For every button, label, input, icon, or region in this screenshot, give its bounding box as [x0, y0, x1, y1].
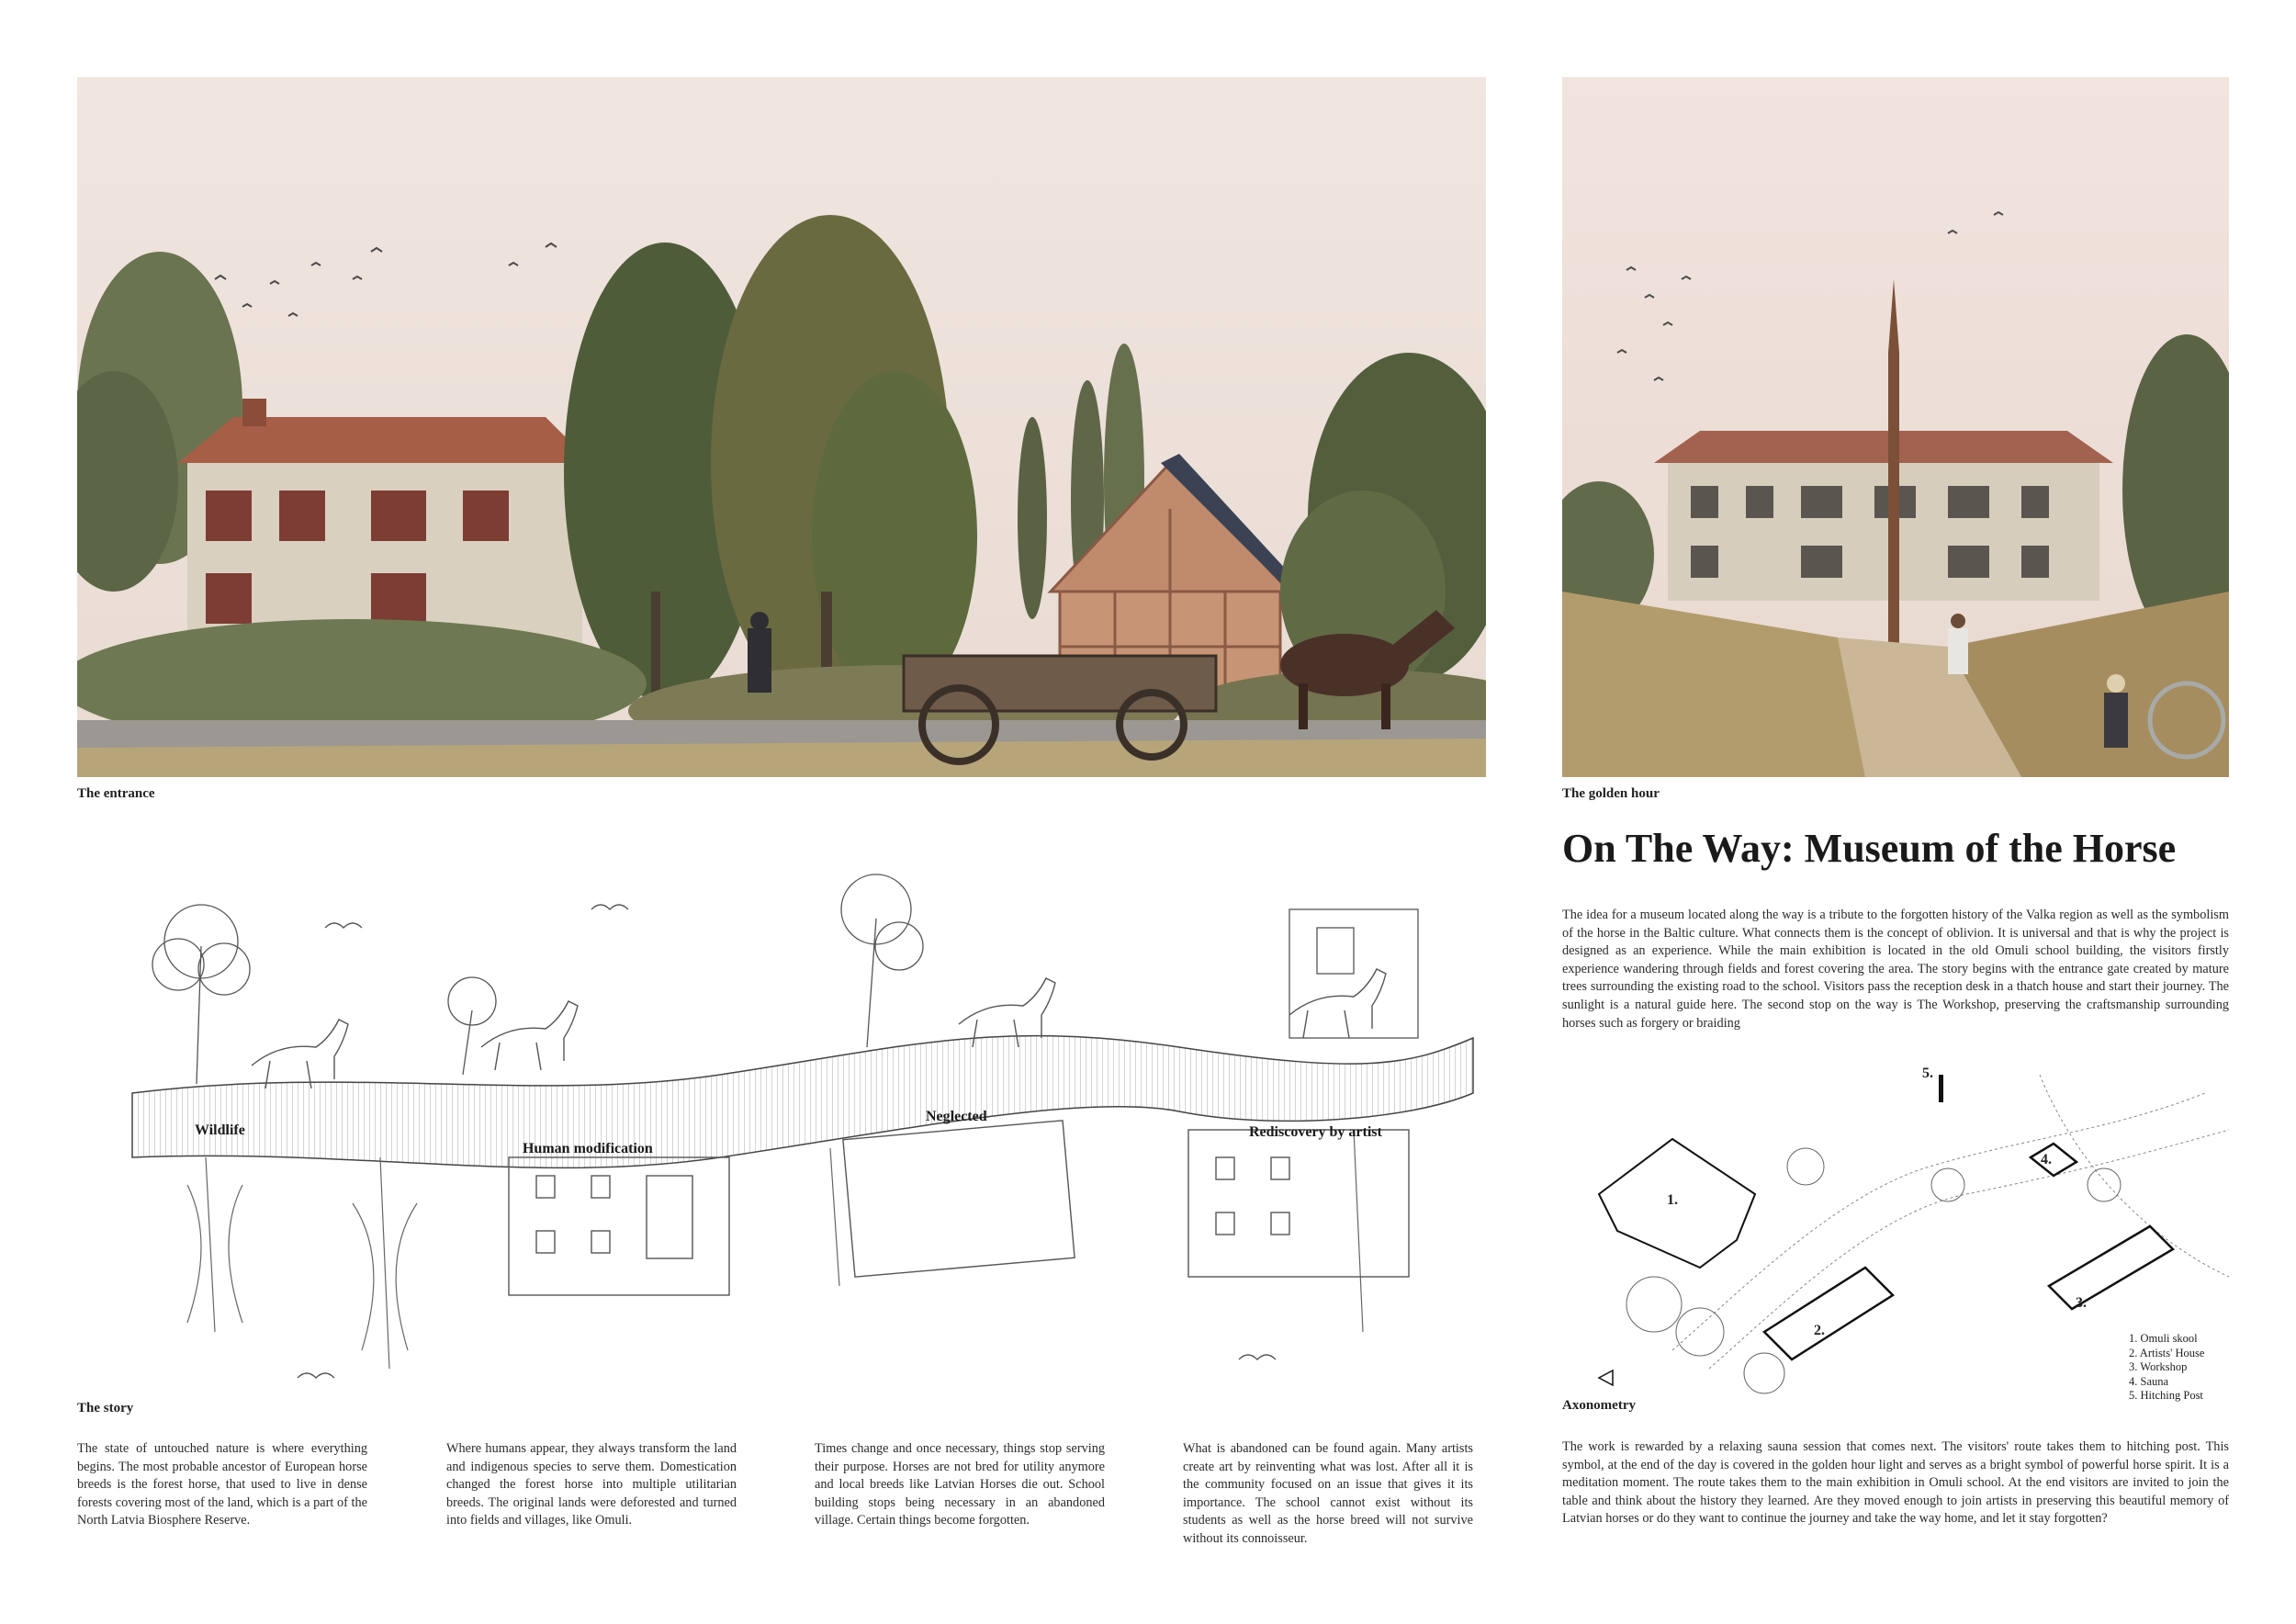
axonometry-legend: [2129, 1332, 2204, 1404]
building-number-3: 3.: [2076, 1295, 2087, 1311]
building-number-1: 1.: [1667, 1192, 1678, 1208]
legend-item-4: 4. Sauna: [2129, 1374, 2169, 1388]
intro-paragraph: The idea for a museum located along the way is a tribute to the forgotten history of the Valka region as well as the symbolism of the horse in the Baltic culture. What connects them is the concept of oblivion. It is universal and that is why the project is designed as an experience. While the main exhibition is located in the old Omuli school building, the visitors firstly experience wandering through fields and forest covering the area. The story begins with the entrance gate created by mature trees surrounding the existing road to the school. Visitors pass the reception desk in a thatch house and start their journey. The sunlight is a natural guide here. The second stop on the way is The Workshop, preserving the craftsmanship surrounding horses such as forgery or braiding: [1562, 908, 2229, 1031]
story-column-2: Where humans appear, they always transform the land and indigenous species to serve them. Domestication changed the forest horse into multiple utilitarian breeds. The original lands were deforested and turned into fields and villages, like Omuli.: [446, 1441, 737, 1528]
entrance-render: [77, 77, 1486, 777]
entrance-caption: The entrance: [77, 786, 155, 801]
outro-paragraph: The work is rewarded by a relaxing sauna session that comes next. The visitors' route takes them to hitching post. This symbol, at the end of the day is covered in the golden hour light and serves as a bright symbol of powerful horse spirit. It is a meditation moment. The route takes them to the main exhibition in Omuli school. At the end visitors are invited to join the table and think about the history they learned. Are they moved enough to join artists in preserving this beautiful memory of Latvian horses or do they want to continue the journey and take the way home, and let it stay forgotten?: [1562, 1439, 2229, 1527]
stage-wildlife: Wildlife: [195, 1122, 245, 1138]
story-column-3: Times change and once necessary, things stop serving their purpose. Horses are not bred for utility anymore and local breeds like Latvian Horses die out. School building stops being necessary in an abandoned village. Certain things become forgotten.: [815, 1441, 1105, 1528]
building-number-5: 5.: [1922, 1066, 1933, 1081]
legend-item-5: 5. Hitching Post: [2129, 1389, 2203, 1402]
legend-item-1: 1. Omuli skool: [2129, 1332, 2198, 1345]
legend-item-2: 2. Artists' House: [2129, 1346, 2205, 1359]
legend-item-3: 3. Workshop: [2129, 1360, 2188, 1373]
stage-neglected: Neglected: [926, 1109, 987, 1124]
golden-hour-render: [1562, 77, 2229, 777]
story-column-1: The state of untouched nature is where everything begins. The most probable ancestor of European horse breeds is the forest horse, that used to live in dense forests covering most of the land, which is a part of the North Latvia Biosphere Reserve.: [77, 1441, 367, 1528]
building-number-4: 4.: [2041, 1152, 2052, 1167]
stage-human-modification: Human modification: [523, 1141, 653, 1156]
page-title: On The Way: Museum of the Horse: [1562, 826, 2177, 871]
axonometry-caption: Axonometry: [1562, 1398, 1636, 1413]
building-number-2: 2.: [1814, 1323, 1825, 1338]
golden-hour-caption: The golden hour: [1562, 786, 1660, 801]
stage-rediscovery: Rediscovery by artist: [1249, 1124, 1382, 1140]
story-column-4: What is abandoned can be found again. Many artists create art by reinventing what was lost. After all it is the community focused on an issue that gives it its importance. The school cannot exist without its students as well as the horse breed will not survive without its connoisseur.: [1183, 1441, 1473, 1546]
story-caption: The story: [77, 1401, 134, 1415]
